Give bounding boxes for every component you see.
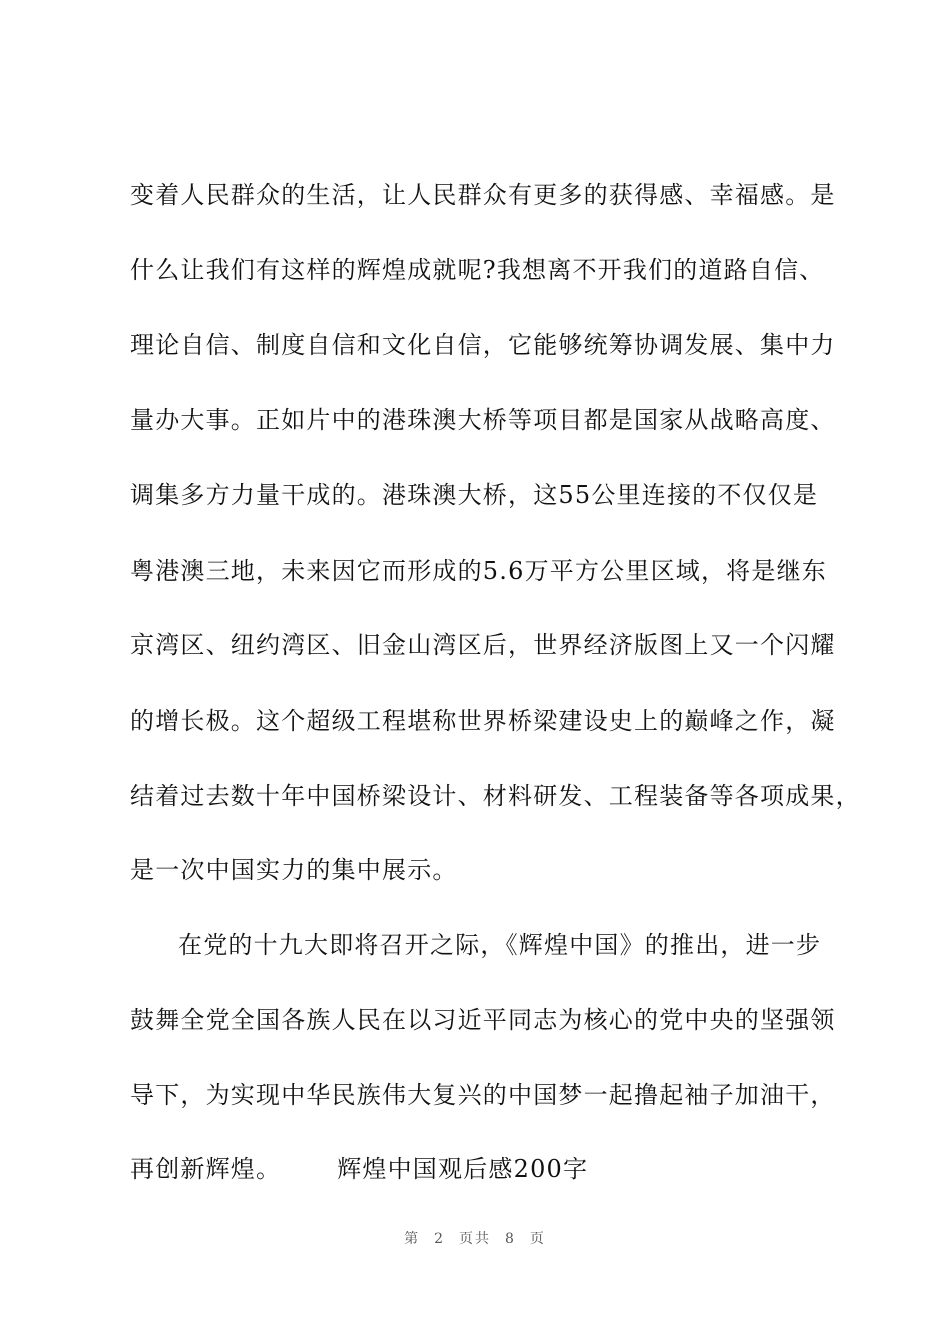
text-line-11: 在党的十九大即将召开之际，《辉煌中国》的推出，进一步: [178, 931, 822, 959]
text-line-2: 什么让我们有这样的辉煌成就呢?我想离不开我们的道路自信、: [130, 256, 825, 284]
text-line-7: 京湾区、纽约湾区、旧金山湾区后，世界经济版图上又一个闪耀: [130, 631, 836, 659]
text-line-5: 调集多方力量干成的。港珠澳大桥，这55公里连接的不仅仅是: [130, 481, 819, 509]
last-line-text: 再创新辉煌。: [130, 1155, 282, 1183]
text-line-6: 粤港澳三地，未来因它而形成的5.6万平方公里区域，将是继东: [130, 557, 827, 585]
footer-total-pages: 8: [505, 1231, 516, 1247]
title-text: 辉煌中国观后感200字: [337, 1155, 589, 1183]
text-line-13: 导下，为实现中华民族伟大复兴的中国梦一起撸起袖子加油干，: [130, 1081, 836, 1109]
footer-page-number: 2: [434, 1231, 445, 1247]
page-footer: [0, 1228, 950, 1248]
text-line-3: 理论自信、制度自信和文化自信，它能够统筹协调发展、集中力: [130, 331, 836, 359]
text-line-10: 是一次中国实力的集中展示。: [130, 856, 458, 884]
text-line-14: [130, 1154, 588, 1184]
text-line-4: 量办大事。正如片中的港珠澳大桥等项目都是国家从战略高度、: [130, 406, 836, 434]
text-line-8: 的增长极。这个超级工程堪称世界桥梁建设史上的巅峰之作，凝: [130, 707, 836, 735]
text-line-1: 变着人民群众的生活，让人民群众有更多的获得感、幸福感。是: [130, 181, 836, 209]
footer-middle: 页共: [459, 1231, 491, 1247]
footer-prefix: 第: [404, 1231, 421, 1247]
footer-suffix: 页: [529, 1231, 546, 1247]
text-line-9: 结着过去数十年中国桥梁设计、材料研发、工程装备等各项成果，: [130, 782, 861, 810]
text-line-12: 鼓舞全党全国各族人民在以习近平同志为核心的党中央的坚强领: [130, 1006, 836, 1034]
